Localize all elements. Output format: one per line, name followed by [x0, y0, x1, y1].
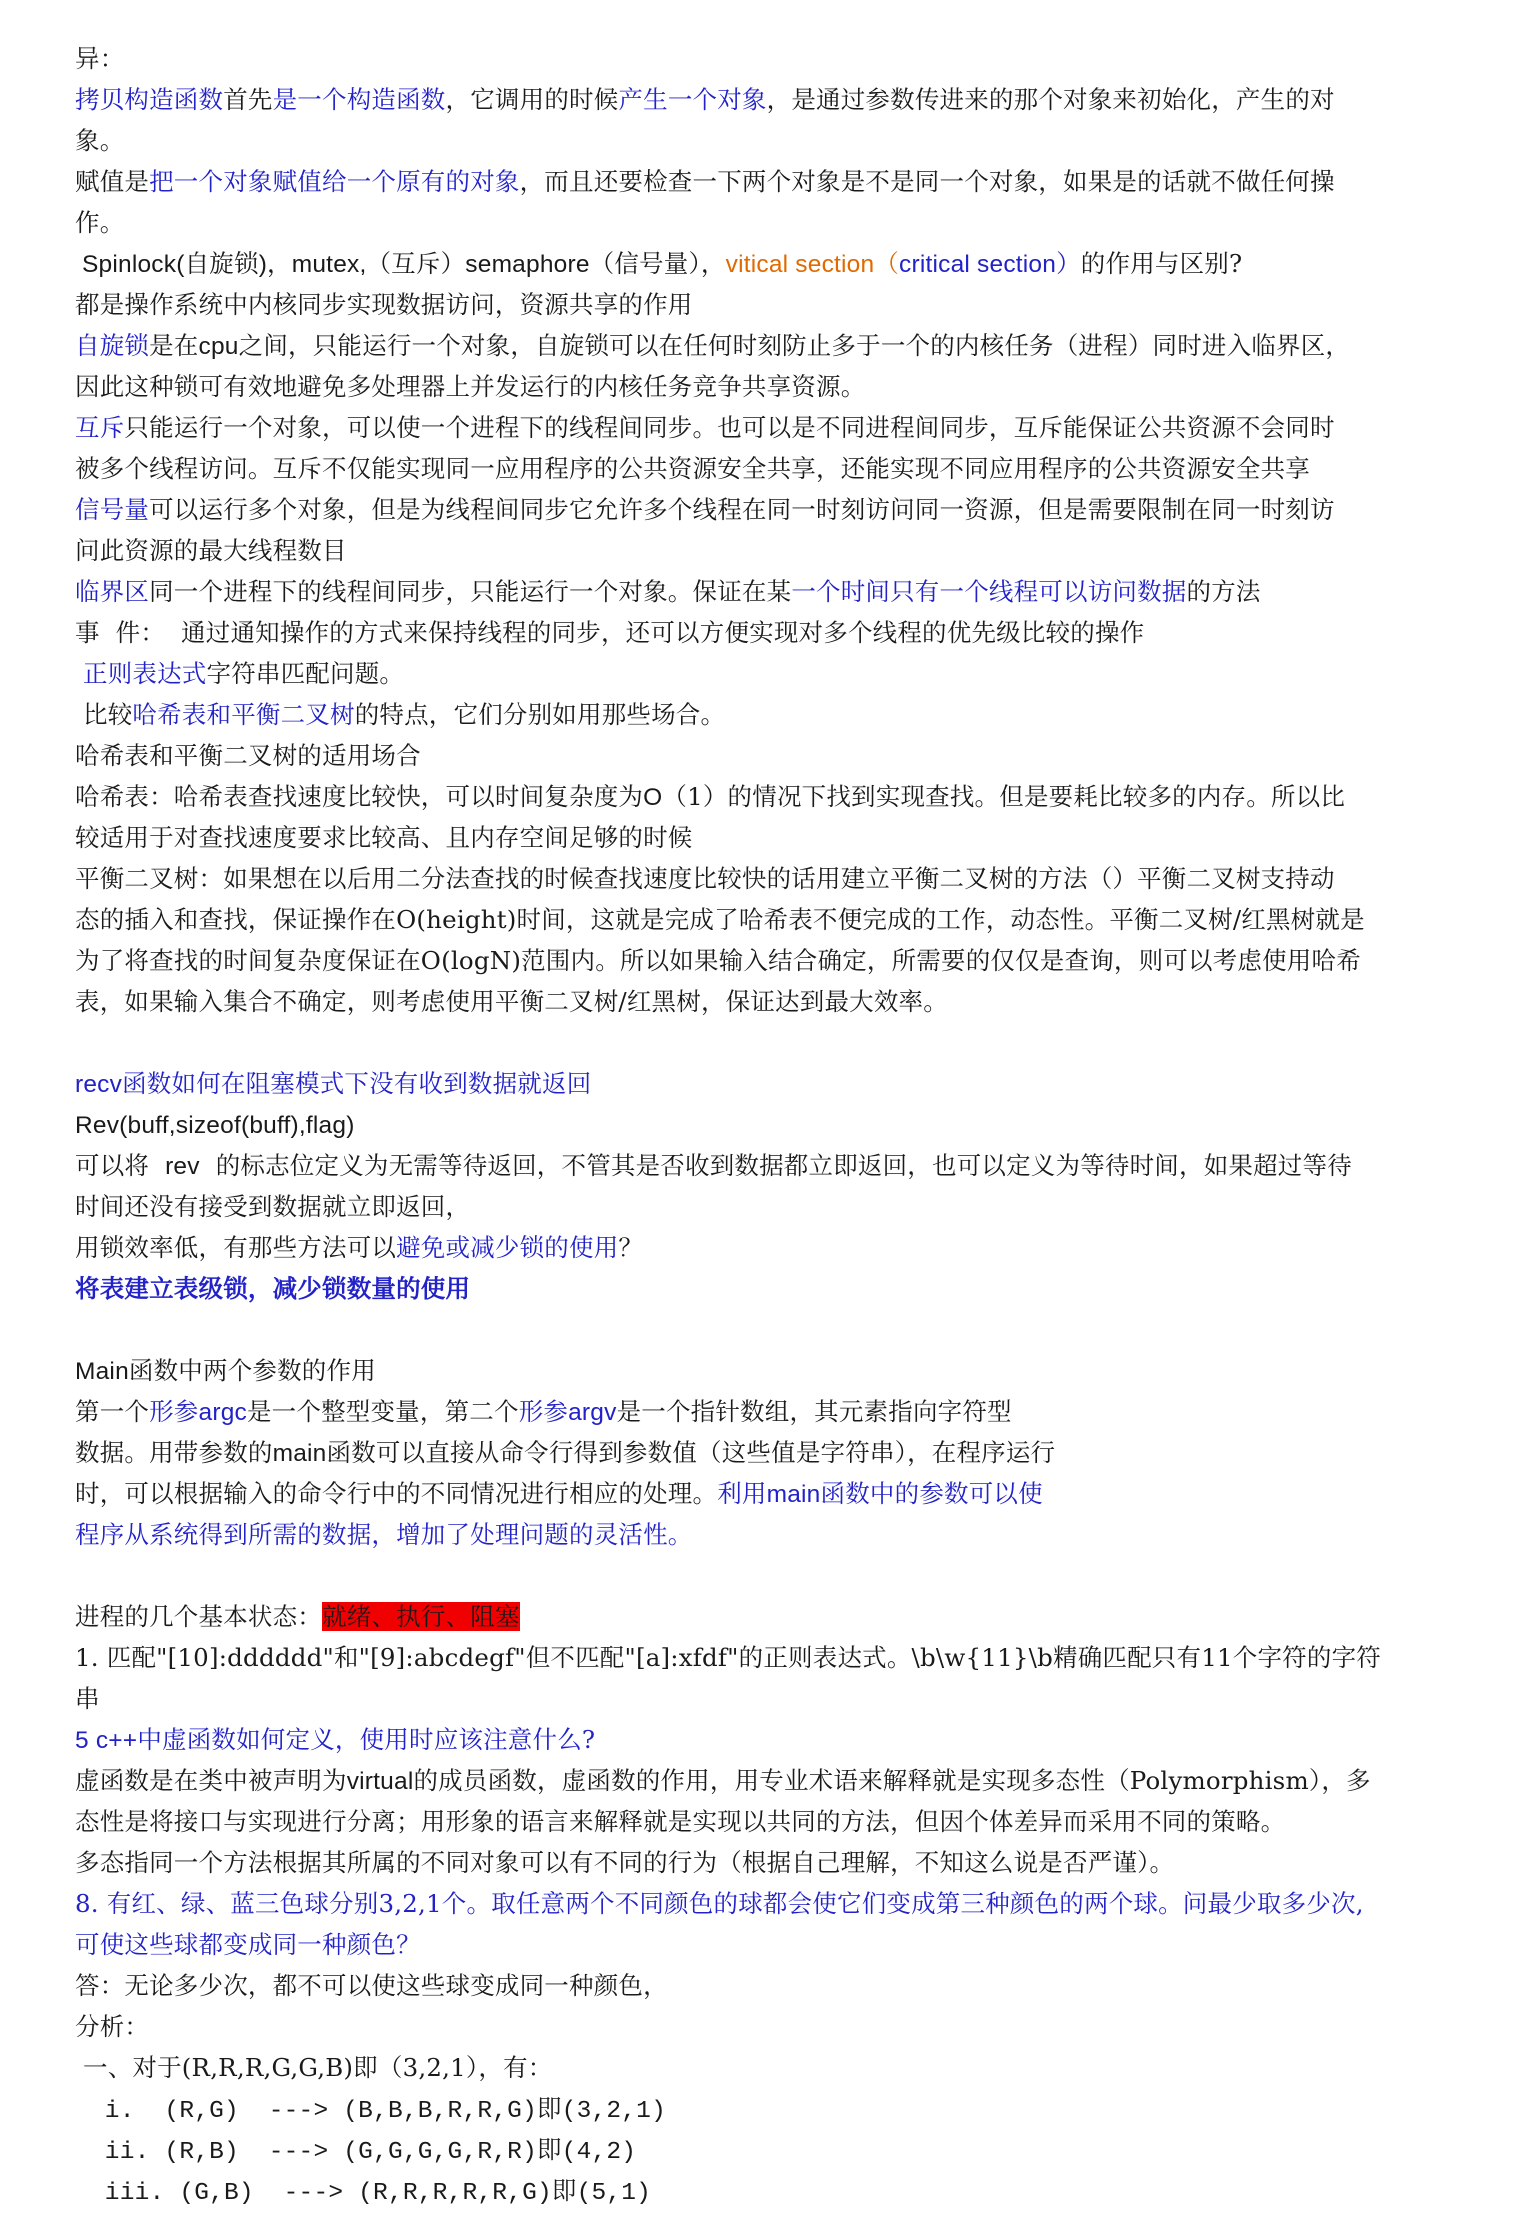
text-segment: 自旋锁 [184, 249, 259, 278]
text-line [75, 1805, 1475, 1839]
text-line [75, 247, 1475, 282]
text-line [75, 1928, 1475, 1962]
text-line [75, 1190, 1475, 1224]
text-segment: 可以运行多个对象，但是为线程间同步它允许多个线程在同一时刻访问同一资源，但是需要限制在同一时刻访 [149, 495, 1335, 524]
text-segment: 虚函数是在类中被声明为 [75, 1766, 347, 1795]
text-segment: 因此这种锁可有效地避免多处理器上并发运行的内核任务竞争共享资源。 [75, 372, 866, 401]
text-segment: 将表建立表级锁，减少锁数量的使用 [75, 1274, 471, 1303]
text-line [75, 575, 1475, 609]
text-segment: 形参 [149, 1397, 199, 1426]
text-segment: critical section [899, 251, 1057, 278]
text-line [75, 2010, 1475, 2044]
text-segment: ) [258, 251, 268, 278]
text-line [75, 698, 1475, 732]
text-line [75, 821, 1475, 855]
text-line [75, 1846, 1475, 1880]
text-segment: ，是通过参数传进来的那个对象来初始化，产生的对 [766, 85, 1335, 114]
text-line [75, 1969, 1475, 2003]
text-segment: 被多个线程访问。互斥不仅能实现同一应用程序的公共资源安全共享，还能实现不同应用程序的公共资源安全共享 [75, 454, 1310, 483]
text-segment [75, 659, 83, 688]
text-segment: 避免或减少锁的使用 [396, 1233, 619, 1262]
text-segment: recv [75, 1071, 123, 1098]
text-line [75, 288, 1475, 322]
text-segment: （信号量）， [589, 249, 726, 278]
text-segment: 的成员函数，虚函数的作用，用专业术语来解释就是实现多态性（Polymorphism），多 [413, 1766, 1371, 1795]
text-segment: 的标志位定义为无需等待返回，不管其是否收到数据都立即返回，也可以定义为等待时间，如果超过等待 [199, 1151, 1352, 1180]
text-segment: 形参 [518, 1397, 569, 1426]
text-line [75, 616, 1475, 650]
text-line [75, 2051, 1475, 2085]
text-segment: 数据。用带参数的 [75, 1438, 273, 1467]
text-segment: ， [267, 249, 292, 278]
text-segment: vitical section [725, 251, 875, 278]
text-segment: Rev(buff,sizeof(buff),flag) [75, 1112, 355, 1139]
text-line [75, 862, 1475, 896]
text-segment: 是一个指针数组，其元素指向字符型 [616, 1397, 1012, 1426]
text-line [75, 534, 1475, 568]
text-segment: O [643, 784, 663, 811]
text-segment: i. (R,G) ---> (B,B,B,R,R,G)即(3,2,1) [75, 2098, 666, 2125]
text-segment: 利用 [717, 1479, 767, 1508]
text-segment: 一个时间只有一个线程可以访问数据 [791, 577, 1187, 606]
text-segment: 之间，只能运行一个对象，自旋锁可以在任何时刻防止多于一个的内核任务（进程）同时进入临界区， [238, 331, 1351, 360]
text-line [75, 370, 1475, 404]
text-segment: virtual [346, 1768, 414, 1795]
text-segment: 函数可以直接从命令行得到参数值（这些值是字符串），在程序运行 [326, 1438, 1056, 1467]
text-line [75, 1477, 1475, 1512]
text-line [75, 657, 1475, 691]
text-segment: 哈希表和平衡二叉树的适用场合 [75, 741, 421, 770]
text-segment: main [272, 1440, 327, 1467]
text-segment: 较适用于对查找速度要求比较高、且内存空间足够的时候 [75, 823, 693, 852]
text-line [75, 1600, 1475, 1634]
text-segment: 答：无论多少次，都不可以使这些球变成同一种颜色， [75, 1971, 668, 2000]
text-segment: （ [874, 249, 900, 278]
text-line [75, 493, 1475, 527]
text-segment: 函数如何在阻塞模式下没有收到数据就返回 [122, 1069, 592, 1098]
text-segment: 一、对于(R,R,R,G,G,B)即（3,2,1），有： [75, 2053, 553, 2082]
text-segment: ） [1056, 249, 1081, 278]
text-segment: 问此资源的最大线程数目 [75, 536, 347, 565]
text-segment: 进程的几个基本状态： [75, 1602, 322, 1631]
text-segment: ，而且还要检查一下两个对象是不是同一个对象，如果是的话就不做任何操 [519, 167, 1335, 196]
text-segment: 用锁效率低，有那些方法可以 [75, 1233, 397, 1262]
text-segment: 第一个 [75, 1397, 150, 1426]
text-line [75, 42, 1475, 76]
text-segment: 只能运行一个对象，可以使一个进程下的线程间同步。也可以是不同进程间同步，互斥能保证公共资源不会同时 [124, 413, 1335, 442]
text-line [75, 739, 1475, 773]
text-segment: ，它调用的时候 [445, 85, 619, 114]
text-segment: 是一个整型变量，第二个 [246, 1397, 519, 1426]
text-line [75, 83, 1475, 117]
text-segment: 赋值是 [75, 167, 150, 196]
text-segment: 的特点，它们分别如用那些场合。 [354, 700, 726, 729]
text-segment: 中虚函数如何定义，使用时应该注意什么? [137, 1725, 596, 1754]
text-segment: 把一个对象赋值给一个原有的对象 [149, 167, 520, 196]
text-segment: 的作用与区别? [1080, 249, 1243, 278]
text-line [75, 1887, 1475, 1921]
text-segment: 可使这些球都变成同一种颜色？ [75, 1930, 421, 1959]
text-line [75, 1723, 1475, 1758]
text-line [75, 2092, 1475, 2129]
text-line [75, 411, 1475, 445]
text-segment: 异： [75, 44, 125, 73]
text-segment: 象。 [75, 126, 125, 155]
text-segment: 产生一个对象 [618, 85, 767, 114]
text-segment: 作。 [75, 208, 125, 237]
text-line [75, 1395, 1475, 1430]
text-line [75, 206, 1475, 240]
text-line [75, 1518, 1475, 1552]
text-segment: 分析： [75, 2012, 150, 2041]
text-segment: 信号量 [75, 495, 150, 524]
text-line [75, 2174, 1475, 2211]
text-segment: 串 [75, 1684, 100, 1713]
text-segment: 函数中两个参数的作用 [128, 1356, 376, 1385]
text-segment: 自旋锁 [75, 331, 150, 360]
highlighted-text: 就绪、执行、阻塞 [322, 1602, 520, 1631]
text-segment: 程序从系统得到所需的数据，增加了处理问题的灵活性。 [75, 1520, 693, 1549]
text-segment: rev [165, 1153, 200, 1180]
text-segment: 8. 有红、绿、蓝三色球分别3,2,1个。取任意两个不同颜色的球都会使它们变成第三种颜色的两个球。问最少取多少次, [75, 1889, 1364, 1918]
text-segment: 同一个进程下的线程间同步，只能运行一个对象。保证在某 [149, 577, 792, 606]
text-segment: 临界区 [75, 577, 150, 606]
text-segment: 多态指同一个方法根据其所属的不同对象可以有不同的行为（根据自己理解，不知这么说是否严谨）。 [75, 1848, 1175, 1877]
text-segment: 是一个构造函数 [272, 85, 446, 114]
text-segment: 可以将 [75, 1151, 166, 1180]
text-segment: 哈希表：哈希表查找速度比较快，可以时间复杂度为 [75, 782, 644, 811]
text-line [75, 1108, 1475, 1143]
text-segment: main [766, 1481, 821, 1508]
text-line [75, 1764, 1475, 1799]
text-segment: iii. (G,B) ---> (R,R,R,R,R,G)即(5,1) [75, 2180, 652, 2207]
text-line [75, 124, 1475, 158]
text-segment: 为了将查找的时间复杂度保证在O(logN)范围内。所以如果输入结合确定，所需要的仅仅是查询，则可以考虑使用哈希 [75, 946, 1361, 975]
text-segment: 拷贝构造函数 [75, 85, 224, 114]
text-line [75, 452, 1475, 486]
text-line [75, 944, 1475, 978]
text-segment: argv [568, 1399, 617, 1426]
text-segment: 态性是将接口与实现进行分离；用形象的语言来解释就是实现以共同的方法，但因个体差异而采用不同的策略。 [75, 1807, 1286, 1836]
text-segment: Spinlock( [75, 251, 185, 278]
text-segment: 首先 [223, 85, 273, 114]
text-segment: 函数中的参数可以使 [820, 1479, 1043, 1508]
text-segment: 的方法 [1186, 577, 1261, 606]
text-segment: mutex, [291, 251, 367, 278]
text-segment: semaphore [465, 251, 590, 278]
text-segment: 平衡二叉树：如果想在以后用二分法查找的时候查找速度比较快的话用建立平衡二叉树的方法（）平衡二叉树支持动 [75, 864, 1335, 893]
text-segment: 字符串匹配问题。 [206, 659, 405, 688]
text-segment: 正则表达式 [83, 659, 207, 688]
text-segment: ii. (R,B) ---> (G,G,G,G,R,R)即(4,2) [75, 2139, 637, 2166]
text-segment: cpu [198, 333, 239, 360]
text-line [75, 1436, 1475, 1471]
text-line [75, 329, 1475, 364]
text-segment: 互斥 [75, 413, 125, 442]
text-segment: （互斥） [366, 249, 466, 278]
text-segment: 是在 [149, 331, 199, 360]
text-line [75, 1149, 1475, 1184]
text-segment: 表，如果输入集合不确定，则考虑使用平衡二叉树/红黑树，保证达到最大效率。 [75, 987, 948, 1016]
text-segment: （1）的情况下找到实现查找。但是要耗比较多的内存。所以比 [662, 782, 1346, 811]
text-line [75, 985, 1475, 1019]
text-line [75, 1682, 1475, 1716]
text-segment: 时，可以根据输入的命令行中的不同情况进行相应的处理。 [75, 1479, 718, 1508]
text-line [75, 1354, 1475, 1389]
text-segment: 都是操作系统中内核同步实现数据访问，资源共享的作用 [75, 290, 693, 319]
text-segment: Main [75, 1358, 129, 1385]
text-line [75, 1272, 1475, 1306]
text-line [75, 165, 1475, 199]
text-line [75, 2133, 1475, 2170]
text-segment: 态的插入和查找，保证操作在O(height)时间，这就是完成了哈希表不便完成的工作，动态性。平衡二叉树/红黑树就是 [75, 905, 1365, 934]
text-segment: 时间还没有接受到数据就立即返回， [75, 1192, 471, 1221]
text-segment: 5 c++ [75, 1727, 138, 1754]
text-segment: 比较 [75, 700, 133, 729]
text-segment: 1. 匹配"[10]:dddddd"和"[9]:abcdegf"但不匹配"[a]:xfdf"的正则表达式。\b\w{11}\b精确匹配只有11个字符的字符 [75, 1643, 1381, 1672]
text-line [75, 780, 1475, 815]
text-segment: ？ [618, 1233, 644, 1262]
text-line [75, 903, 1475, 937]
text-segment: 哈希表和平衡二叉树 [132, 700, 355, 729]
text-line [75, 1231, 1475, 1265]
text-segment: argc [198, 1399, 247, 1426]
text-line [75, 1067, 1475, 1102]
text-line [75, 1641, 1475, 1675]
text-segment: 事 件： 通过通知操作的方式来保持线程的同步，还可以方便实现对多个线程的优先级比较的操作 [75, 618, 1145, 647]
